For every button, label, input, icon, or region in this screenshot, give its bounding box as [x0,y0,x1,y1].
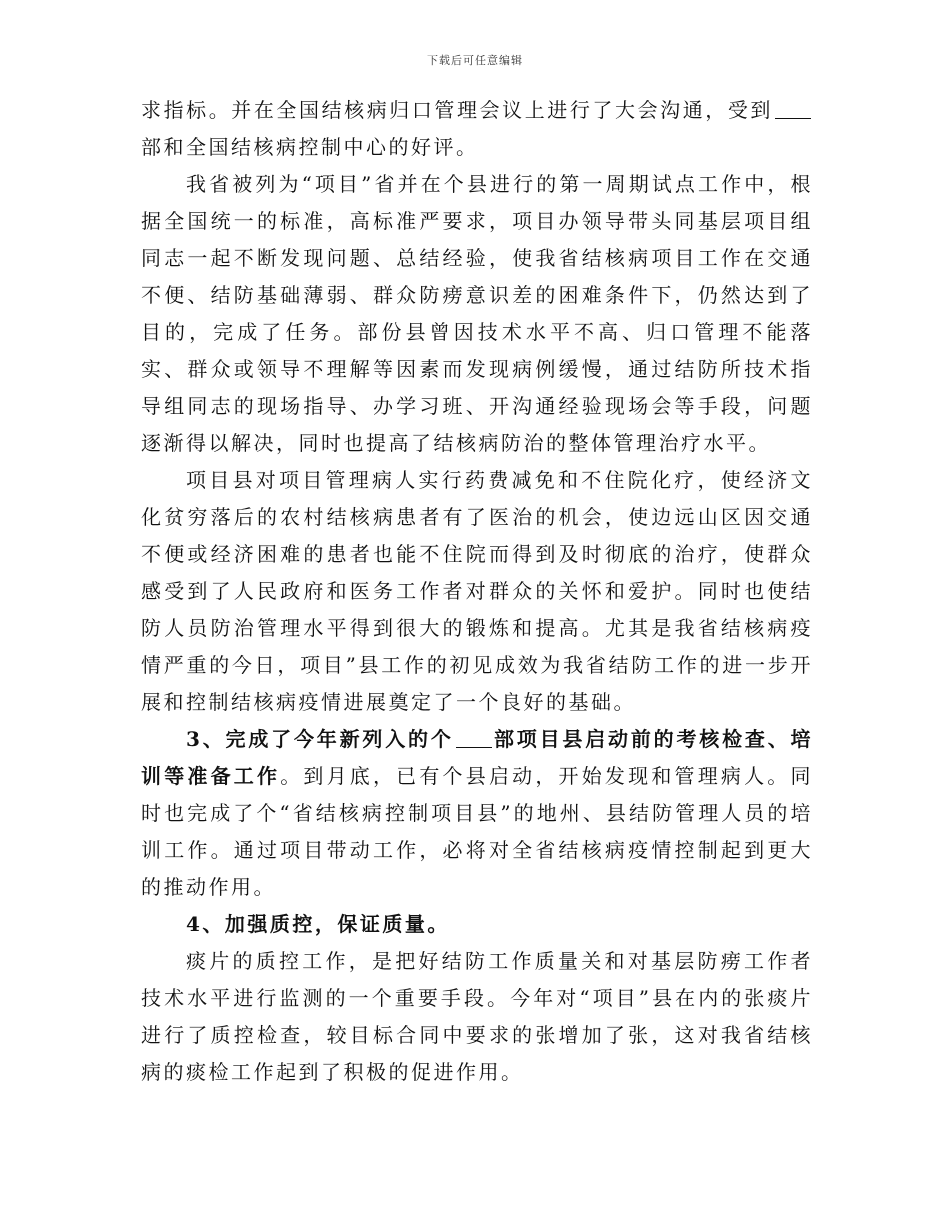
paragraph-1 [141,92,813,166]
paragraph-4-heading-a: 3、完成了今年新列入的个 [186,727,454,751]
page-header: 下载后可任意编辑 [427,54,523,67]
document-body [141,92,813,1091]
fill-blank [775,102,811,119]
paragraph-2: 我省被列为“项目”省并在个县进行的第一周期试点工作中，根据全国统一的标准，高标准严要求，项目办领导带头同基层项目组同志一起不断发现问题、总结经验，使我省结核病项目工作在交通不便、结防基础薄弱、群众防痨意识差的困难条件下，仍然达到了目的，完成了任务。部份县曾因技术水平不高、归口管理不能落实、群众或领导不理解等因素而发现病例缓慢，通过结防所技术指导组同志的现场指导、办学习班、开沟通经验现场会等手段，问题逐渐得以解决，同时也提高了结核病防治的整体管理治疗水平。 [141,172,813,455]
paragraph-4 [141,721,813,906]
paragraph-3: 项目县对项目管理病人实行药费减免和不住院化疗，使经济文化贫穷落后的农村结核病患者有了医治的机会，使边远山区因交通不便或经济困难的患者也能不住院而得到及时彻底的治疗，使群众感受到了人民政府和医务工作者对群众的关怀和爱护。同时也使结防人员防治管理水平得到很大的锻炼和提高。尤其是我省结核病疫情严重的今日，项目”县工作的初见成效为我省结防工作的进一步开展和控制结核病疫情进展奠定了一个良好的基础。 [141,468,813,714]
paragraph-4-heading-b: 部项目县启动前的考核检查、培训等准备工作 [141,727,814,788]
section-heading-4: 4、加强质控，保证质量。 [186,912,450,936]
paragraph-4-text: 。到月底，已有个县启动，开始发现和管理病人。同时也完成了个“省结核病控制项目县”的地州、县结防管理人员的培训工作。通过项目带动工作，必将对全省结核病疫情控制起到更大的推动作用。 [141,764,814,899]
fill-blank [456,731,492,748]
paragraph-1-text-b: 部和全国结核病控制中心的好评。 [141,135,479,159]
paragraph-1-text-a: 求指标。并在全国结核病归口管理会议上进行了大会沟通，受到 [141,98,773,122]
paragraph-6: 痰片的质控工作，是把好结防工作质量关和对基层防痨工作者技术水平进行监测的一个重要手段。今年对“项目”县在内的张痰片进行了质控检查，较目标合同中要求的张增加了张，这对我省结核病的痰检工作起到了积极的促进作用。 [141,949,813,1084]
